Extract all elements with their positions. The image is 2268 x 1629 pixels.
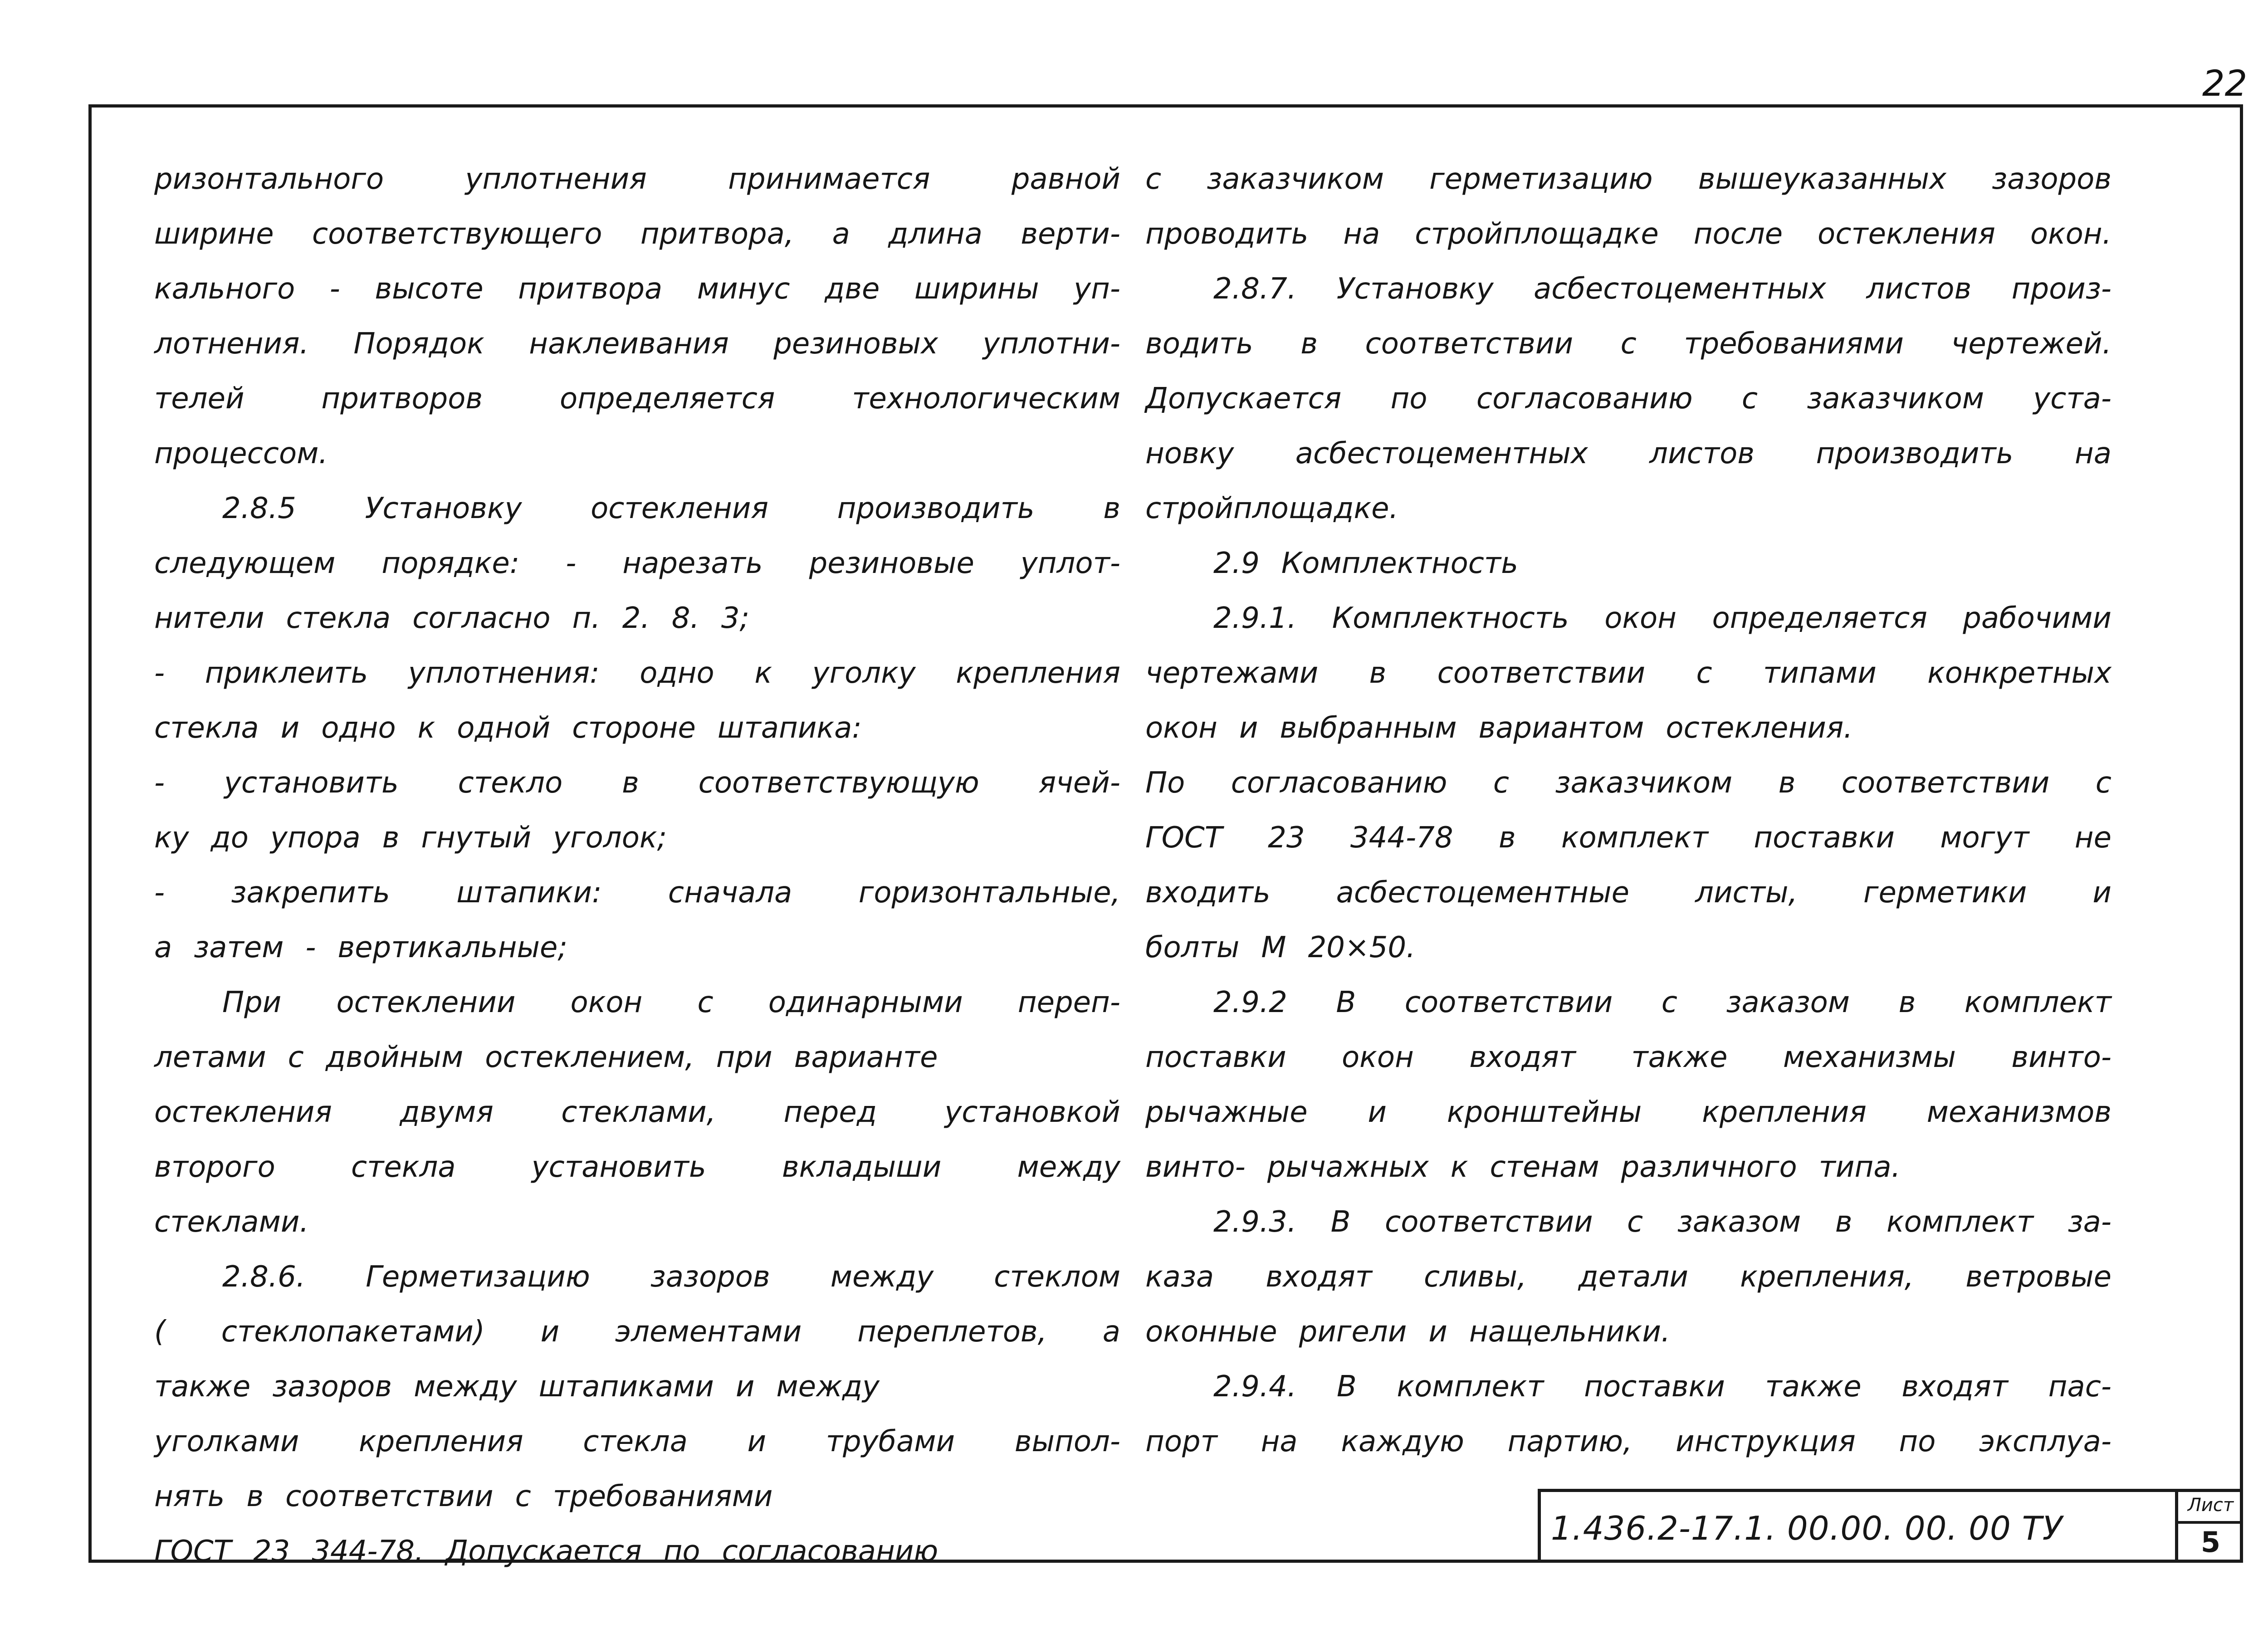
right-column-text-line: 2.9.3. В соответствии с заказом в комплект за- xyxy=(1213,1205,2112,1239)
left-column-text-line: ризонтального уплотнения принимается равной xyxy=(154,162,1120,196)
right-column-text-line: каза входят сливы, детали крепления, ветровые xyxy=(1145,1260,2112,1294)
left-column-text-line: также зазоров между штапиками и между xyxy=(154,1370,880,1404)
left-text-column xyxy=(154,152,1120,1579)
left-column-text-line: летами с двойным остеклением, при варианте xyxy=(154,1041,938,1074)
sheet-cell xyxy=(2175,1492,2243,1563)
right-column-text-line: 2.9.2 В соответствии с заказом в комплект xyxy=(1213,986,2112,1019)
left-column-text-line: стеклами. xyxy=(154,1205,309,1239)
right-column-text-line: с заказчиком герметизацию вышеуказанных зазоров xyxy=(1145,162,2112,196)
title-block xyxy=(1538,1489,2243,1563)
left-column-text-line: ГОСТ 23 344-78. Допускается по согласованию xyxy=(154,1535,938,1568)
page-number: 22 xyxy=(2202,64,2248,104)
left-column-text-line: - установить стекло в соответствующую ячей- xyxy=(154,766,1120,800)
right-column-text-line: порт на каждую партию, инструкция по эксплуа- xyxy=(1145,1425,2112,1458)
right-column-text-line: ГОСТ 23 344-78 в комплект поставки могут не xyxy=(1145,821,2112,855)
right-column-text-line: поставки окон входят также механизмы винто- xyxy=(1145,1041,2112,1074)
left-column-text-line: При остеклении окон с одинарными переп- xyxy=(222,986,1120,1019)
left-column-text-line: а затем - вертикальные; xyxy=(154,931,567,964)
left-column-text-line: ку до упора в гнутый уголок; xyxy=(154,821,667,855)
right-column-text-line: стройплощадке. xyxy=(1145,492,1398,525)
right-column-text-line: входить асбестоцементные листы, герметики и xyxy=(1145,876,2112,910)
right-column-text-line: 2.8.7. Установку асбестоцементных листов произ- xyxy=(1213,272,2112,306)
left-column-text-line: стекла и одно к одной стороне штапика: xyxy=(154,711,862,745)
left-column-text-line: нять в соответствии с требованиями xyxy=(154,1480,773,1513)
right-column-text-line: новку асбестоцементных листов производить на xyxy=(1145,437,2112,470)
left-column-text-line: ( стеклопакетами) и элементами переплетов, а xyxy=(154,1315,1120,1349)
left-column-text-line: 2.8.5 Установку остекления производить в xyxy=(222,492,1120,525)
left-column-text-line: второго стекла установить вкладыши между xyxy=(154,1150,1120,1184)
right-column-text-line: 2.9.1. Комплектность окон определяется рабочими xyxy=(1213,602,2112,635)
left-column-text-line: - приклеить уплотнения: одно к уголку крепления xyxy=(154,656,1120,690)
document-code: 1.436.2-17.1. 00.00. 00. 00 ТУ xyxy=(1551,1509,2063,1547)
left-column-text-line: уголками крепления стекла и трубами выпол- xyxy=(154,1425,1120,1458)
left-column-text-line: процессом. xyxy=(154,437,328,470)
right-column-text-line: винто- рычажных к стенам различного типа. xyxy=(1145,1150,1901,1184)
left-column-text-line: - закрепить штапики: сначала горизонтальные, xyxy=(154,876,1120,910)
right-column-text-line: чертежами в соответствии с типами конкретных xyxy=(1145,656,2112,690)
sheet-label: Лист xyxy=(2178,1495,2243,1524)
left-column-text-line: кального - высоте притвора минус две ширины уп- xyxy=(154,272,1120,306)
left-column-text-line: следующем порядке: - нарезать резиновые уплот- xyxy=(154,547,1120,580)
right-text-column xyxy=(1145,152,2112,1469)
right-column-text-line: Допускается по согласованию с заказчиком уста- xyxy=(1145,382,2112,416)
right-column-text-line: рычажные и кронштейны крепления механизмов xyxy=(1145,1096,2112,1129)
right-column-text-line: болты М 20×50. xyxy=(1145,931,1416,964)
right-column-text-line: окон и выбранным вариантом остекления. xyxy=(1145,711,1853,745)
right-column-text-line: оконные ригели и нащельники. xyxy=(1145,1315,1671,1349)
right-column-text-line: По согласованию с заказчиком в соответствии с xyxy=(1145,766,2112,800)
right-column-text-line: водить в соответствии с требованиями чертежей. xyxy=(1145,327,2112,361)
left-column-text-line: нители стекла согласно п. 2. 8. 3; xyxy=(154,602,750,635)
left-column-text-line: 2.8.6. Герметизацию зазоров между стеклом xyxy=(222,1260,1120,1294)
left-column-text-line: ширине соответствующего притвора, а длина верти- xyxy=(154,217,1120,251)
left-column-text-line: лотнения. Порядок наклеивания резиновых уплотни- xyxy=(154,327,1120,361)
left-column-text-line: телей притворов определяется технологическим xyxy=(154,382,1120,416)
sheet-number: 5 xyxy=(2200,1526,2221,1559)
left-column-text-line: остекления двумя стеклами, перед установкой xyxy=(154,1096,1120,1129)
right-column-text-line: 2.9.4. В комплект поставки также входят пас- xyxy=(1213,1370,2112,1404)
right-column-text-line: проводить на стройплощадке после остекления окон. xyxy=(1145,217,2112,251)
right-column-text-line: 2.9 Комплектность xyxy=(1213,547,1518,580)
